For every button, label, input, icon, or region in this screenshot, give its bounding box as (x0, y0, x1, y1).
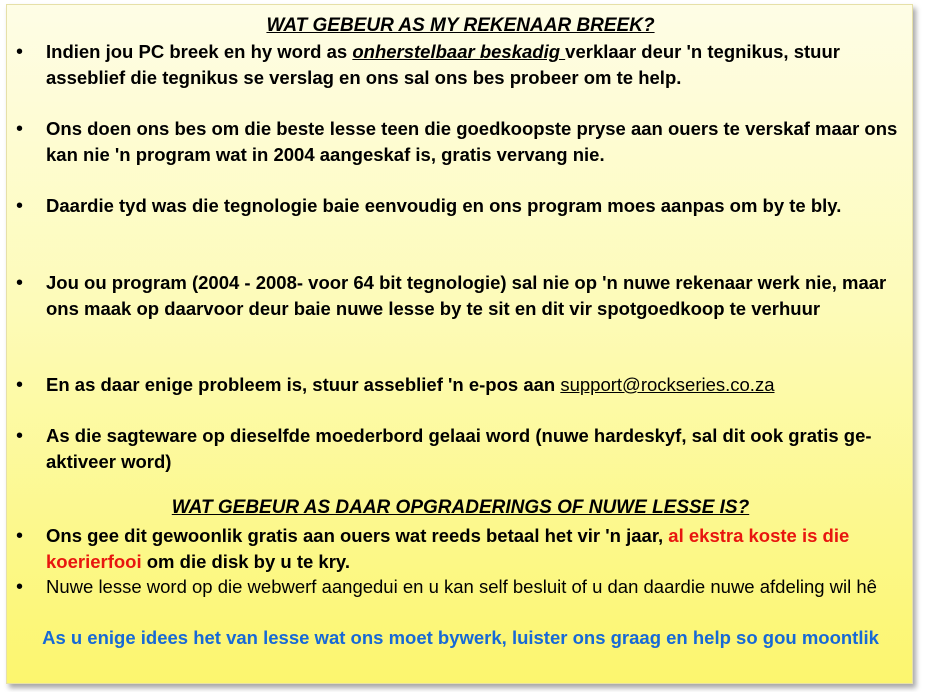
bullet-icon: • (16, 41, 24, 63)
bullet-icon: • (16, 118, 24, 140)
list-item-6: As die sagteware op dieselfde moederbord gelaai word (nuwe hardeskyf, sal dit ook gratis ge-aktiveer word) (46, 425, 872, 472)
support-email-link[interactable]: support@rockseries.co.za (560, 374, 775, 395)
bullet-icon: • (16, 425, 24, 447)
heading-upgrades: WAT GEBEUR AS DAAR OPGRADERINGS OF NUWE LESSE IS? (171, 497, 750, 518)
list-item-5: En as daar enige probleem is, stuur asseblief 'n e-pos aan support@rockseries.co.za (46, 374, 775, 395)
bullet-icon: • (16, 374, 24, 396)
bullet-icon: • (16, 525, 24, 547)
heading-computer-breaks: WAT GEBEUR AS MY REKENAAR BREEK? (266, 15, 655, 36)
courier-fee-note: al ekstra koste is die koerierfooi (46, 525, 850, 572)
list-item-1: Indien jou PC breek en hy word as onherstelbaar beskadig verklaar deur 'n tegnikus, stuur asseblief die tegnikus se verslag en ons sal ons bes probeer om te help. (46, 41, 840, 88)
bullet-icon: • (16, 195, 24, 217)
info-panel (6, 4, 913, 684)
list-item-3: Daardie tyd was die tegnologie baie eenvoudig en ons program moes aanpas om by te bly. (46, 195, 842, 216)
emphasis-text: onherstelbaar beskadig (352, 41, 566, 62)
list-item-4: Jou ou program (2004 - 2008- voor 64 bit tegnologie) sal nie op 'n nuwe rekenaar werk nie, maar ons maak op daarvoor deur baie nuwe lesse by te sit en dit vir spotgoedkoop te verhuur (46, 272, 887, 319)
bullet-icon: • (16, 272, 24, 294)
list-item-8: Nuwe lesse word op die webwerf aangedui en u kan self besluit of u dan daardie nuwe afdeling wil hê (46, 576, 877, 597)
list-item-2: Ons doen ons bes om die beste lesse teen die goedkoopste pryse aan ouers te verskaf maar ons kan nie 'n program wat in 2004 aangeskaf is, gratis vervang nie. (46, 118, 898, 165)
bullet-icon: • (16, 576, 24, 598)
closing-message: As u enige idees het van lesse wat ons moet bywerk, luister ons graag en help so gou moontlik (42, 627, 879, 648)
list-item-7: Ons gee dit gewoonlik gratis aan ouers wat reeds betaal het vir 'n jaar, al ekstra koste is die koerierfooi om die disk by u te kry. (46, 525, 850, 572)
